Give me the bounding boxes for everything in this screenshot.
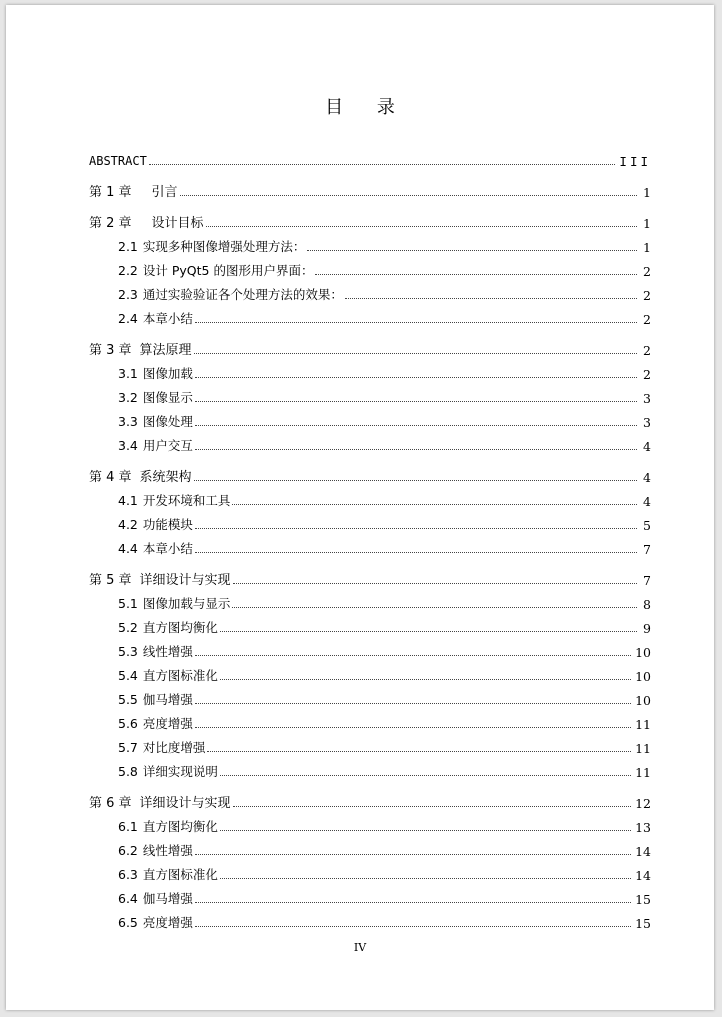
toc-section-entry[interactable] bbox=[89, 231, 651, 255]
dot-leader bbox=[232, 503, 637, 505]
chapter-number: 第 3 章 bbox=[89, 343, 132, 358]
dot-leader bbox=[233, 582, 637, 584]
section-number: 6.3 bbox=[118, 867, 138, 882]
toc-entry-label bbox=[118, 817, 218, 835]
toc-section-entry[interactable] bbox=[89, 684, 651, 708]
toc-section-entry[interactable] bbox=[89, 660, 651, 684]
toc-section-entry[interactable] bbox=[89, 732, 651, 756]
entry-page-number: 11 bbox=[635, 765, 651, 780]
entry-title: 直方图标准化 bbox=[142, 668, 218, 683]
dot-leader bbox=[195, 424, 637, 426]
dot-leader bbox=[220, 829, 631, 831]
toc-entry-label bbox=[118, 539, 193, 557]
dot-leader bbox=[220, 774, 631, 776]
toc-entry-label bbox=[118, 285, 343, 303]
entry-page-number: 10 bbox=[635, 645, 651, 660]
section-number: 2.1 bbox=[118, 239, 138, 254]
toc-section-entry[interactable] bbox=[89, 859, 651, 883]
entry-page-number: 7 bbox=[643, 573, 651, 588]
dot-leader bbox=[220, 877, 631, 879]
section-number: 6.5 bbox=[118, 915, 138, 930]
toc-entry-label bbox=[89, 792, 231, 811]
entry-page-number: 15 bbox=[635, 892, 651, 907]
toc-section-entry[interactable] bbox=[89, 612, 651, 636]
section-number: 2.2 bbox=[118, 263, 138, 278]
dot-leader bbox=[315, 273, 637, 275]
entry-page-number: 15 bbox=[635, 916, 651, 931]
toc-section-entry[interactable] bbox=[89, 708, 651, 732]
toc-section-entry[interactable] bbox=[89, 485, 651, 509]
entry-page-number: 2 bbox=[643, 367, 651, 382]
toc-section-entry[interactable] bbox=[89, 406, 651, 430]
entry-page-number: 1 bbox=[643, 240, 651, 255]
toc-entry-label bbox=[118, 738, 205, 756]
toc-section-entry[interactable] bbox=[89, 835, 651, 859]
entry-title: 线性增强 bbox=[142, 644, 193, 659]
dot-leader bbox=[307, 249, 637, 251]
section-number: 5.7 bbox=[118, 740, 138, 755]
toc-section-entry[interactable] bbox=[89, 636, 651, 660]
section-number: 5.1 bbox=[118, 596, 138, 611]
section-number: 4.4 bbox=[118, 541, 138, 556]
entry-title: 通过实验验证各个处理方法的效果： bbox=[142, 287, 343, 302]
entry-title: 引言 bbox=[151, 185, 178, 200]
toc-section-entry[interactable] bbox=[89, 756, 651, 780]
section-number: 5.2 bbox=[118, 620, 138, 635]
toc-entry-label bbox=[89, 181, 178, 200]
entry-title: 实现多种图像增强处理方法： bbox=[142, 239, 306, 254]
entry-title: 功能模块 bbox=[142, 517, 193, 532]
entry-title: 图像显示 bbox=[142, 390, 193, 405]
dot-leader bbox=[195, 853, 631, 855]
section-number: 5.6 bbox=[118, 716, 138, 731]
toc-entry-label bbox=[118, 913, 193, 931]
section-number: 5.3 bbox=[118, 644, 138, 659]
toc-entry-label bbox=[118, 618, 218, 636]
dot-leader bbox=[345, 297, 637, 299]
document-page bbox=[6, 5, 714, 1010]
dot-leader bbox=[220, 678, 631, 680]
toc-entry-label bbox=[118, 515, 193, 533]
dot-leader bbox=[195, 551, 637, 553]
toc-section-entry[interactable] bbox=[89, 883, 651, 907]
dot-leader bbox=[195, 448, 637, 450]
section-number: 5.8 bbox=[118, 764, 138, 779]
entry-title: 详细实现说明 bbox=[142, 764, 218, 779]
entry-page-number: 2 bbox=[643, 343, 651, 358]
entry-page-number: 14 bbox=[635, 844, 651, 859]
dot-leader bbox=[220, 630, 637, 632]
toc-entry-label bbox=[89, 154, 147, 169]
entry-page-number: III bbox=[619, 154, 651, 169]
toc-section-entry[interactable] bbox=[89, 358, 651, 382]
toc-section-entry[interactable] bbox=[89, 509, 651, 533]
toc-entry-label bbox=[89, 339, 192, 358]
entry-page-number: 4 bbox=[643, 494, 651, 509]
entry-title: 用户交互 bbox=[142, 438, 193, 453]
toc-chapter-entry[interactable] bbox=[89, 145, 651, 169]
dot-leader bbox=[206, 225, 637, 227]
entry-page-number: 10 bbox=[635, 669, 651, 684]
toc-entry-label bbox=[118, 889, 193, 907]
entry-title: 设计 PyQt5 的图形用户界面： bbox=[142, 263, 314, 278]
entry-title: 对比度增强 bbox=[142, 740, 206, 755]
toc-section-entry[interactable] bbox=[89, 255, 651, 279]
entry-page-number: 4 bbox=[643, 439, 651, 454]
section-number: 5.4 bbox=[118, 668, 138, 683]
toc-entry-label bbox=[118, 865, 218, 883]
entry-page-number: 3 bbox=[643, 391, 651, 406]
toc-title: 目 录 bbox=[325, 97, 409, 118]
entry-title: 系统架构 bbox=[139, 470, 192, 485]
entry-page-number: 12 bbox=[635, 796, 651, 811]
chapter-number: 第 5 章 bbox=[89, 573, 132, 588]
toc-entry-label bbox=[89, 466, 192, 485]
toc-chapter-entry[interactable] bbox=[89, 787, 651, 811]
toc-section-entry[interactable] bbox=[89, 303, 651, 327]
toc-chapter-entry[interactable] bbox=[89, 564, 651, 588]
toc-entry-label bbox=[118, 388, 193, 406]
entry-title: 本章小结 bbox=[142, 541, 193, 556]
section-number: 6.2 bbox=[118, 843, 138, 858]
toc-entry-label bbox=[118, 261, 313, 279]
entry-page-number: 1 bbox=[643, 185, 651, 200]
section-number: 3.1 bbox=[118, 366, 138, 381]
dot-leader bbox=[195, 702, 631, 704]
dot-leader bbox=[195, 527, 637, 529]
section-number: 4.2 bbox=[118, 517, 138, 532]
dot-leader bbox=[149, 163, 616, 165]
entry-page-number: 1 bbox=[643, 216, 651, 231]
chapter-number: 第 6 章 bbox=[89, 796, 132, 811]
entry-title: 图像加载 bbox=[142, 366, 193, 381]
dot-leader bbox=[207, 750, 631, 752]
toc-section-entry[interactable] bbox=[89, 811, 651, 835]
toc-entry-label bbox=[118, 237, 305, 255]
toc-entry-label bbox=[118, 491, 230, 509]
toc-section-entry[interactable] bbox=[89, 533, 651, 557]
toc-section-entry[interactable] bbox=[89, 430, 651, 454]
dot-leader bbox=[195, 654, 631, 656]
entry-page-number: 7 bbox=[643, 542, 651, 557]
toc-entry-label bbox=[118, 666, 218, 684]
section-number: 6.4 bbox=[118, 891, 138, 906]
dot-leader bbox=[195, 901, 631, 903]
entry-page-number: 2 bbox=[643, 264, 651, 279]
dot-leader bbox=[195, 376, 637, 378]
entry-page-number: 2 bbox=[643, 288, 651, 303]
toc-entry-label bbox=[118, 714, 193, 732]
toc-chapter-entry[interactable] bbox=[89, 334, 651, 358]
section-number: 3.3 bbox=[118, 414, 138, 429]
toc-entry-label bbox=[118, 412, 193, 430]
toc-entry-label bbox=[118, 841, 193, 859]
table-of-contents bbox=[89, 145, 651, 931]
entry-title: 详细设计与实现 bbox=[139, 573, 231, 588]
toc-section-entry[interactable] bbox=[89, 382, 651, 406]
entry-title: 直方图均衡化 bbox=[142, 819, 218, 834]
dot-leader bbox=[195, 726, 631, 728]
entry-title: 亮度增强 bbox=[142, 915, 193, 930]
entry-title: 图像处理 bbox=[142, 414, 193, 429]
toc-section-entry[interactable] bbox=[89, 279, 651, 303]
toc-entry-label bbox=[118, 762, 218, 780]
entry-title: 伽马增强 bbox=[142, 692, 193, 707]
toc-chapter-entry[interactable] bbox=[89, 176, 651, 200]
entry-title: 直方图标准化 bbox=[142, 867, 218, 882]
chapter-number: 第 2 章 bbox=[89, 216, 132, 231]
entry-page-number: 5 bbox=[643, 518, 651, 533]
entry-title: 算法原理 bbox=[139, 343, 192, 358]
toc-entry-label bbox=[118, 364, 193, 382]
dot-leader bbox=[233, 805, 632, 807]
toc-entry-label bbox=[118, 642, 193, 660]
section-number: 3.2 bbox=[118, 390, 138, 405]
entry-title: 直方图均衡化 bbox=[142, 620, 218, 635]
entry-page-number: 2 bbox=[643, 312, 651, 327]
chapter-number: 第 4 章 bbox=[89, 470, 132, 485]
entry-title: 本章小结 bbox=[142, 311, 193, 326]
toc-entry-label bbox=[89, 569, 231, 588]
dot-leader bbox=[195, 321, 637, 323]
toc-entry-label bbox=[118, 309, 193, 327]
toc-entry-label bbox=[118, 594, 230, 612]
dot-leader bbox=[194, 352, 637, 354]
toc-entry-label bbox=[118, 690, 193, 708]
entry-title: 图像加载与显示 bbox=[142, 596, 231, 611]
toc-entry-label bbox=[118, 436, 193, 454]
section-number: 3.4 bbox=[118, 438, 138, 453]
dot-leader bbox=[195, 925, 631, 927]
page-number: IV bbox=[353, 941, 367, 954]
dot-leader bbox=[180, 194, 637, 196]
entry-page-number: 10 bbox=[635, 693, 651, 708]
section-number: 4.1 bbox=[118, 493, 138, 508]
chapter-number: 第 1 章 bbox=[89, 185, 132, 200]
section-number: 2.3 bbox=[118, 287, 138, 302]
entry-page-number: 4 bbox=[643, 470, 651, 485]
entry-title: ABSTRACT bbox=[89, 154, 147, 168]
entry-title: 设计目标 bbox=[151, 216, 204, 231]
dot-leader bbox=[232, 606, 637, 608]
section-number: 5.5 bbox=[118, 692, 138, 707]
entry-title: 详细设计与实现 bbox=[139, 796, 231, 811]
entry-title: 伽马增强 bbox=[142, 891, 193, 906]
entry-page-number: 8 bbox=[643, 597, 651, 612]
entry-page-number: 11 bbox=[635, 717, 651, 732]
dot-leader bbox=[194, 479, 637, 481]
toc-section-entry[interactable] bbox=[89, 907, 651, 931]
entry-title: 开发环境和工具 bbox=[142, 493, 231, 508]
section-number: 2.4 bbox=[118, 311, 138, 326]
toc-chapter-entry[interactable] bbox=[89, 207, 651, 231]
entry-title: 线性增强 bbox=[142, 843, 193, 858]
entry-title: 亮度增强 bbox=[142, 716, 193, 731]
entry-page-number: 3 bbox=[643, 415, 651, 430]
section-number: 6.1 bbox=[118, 819, 138, 834]
entry-page-number: 13 bbox=[635, 820, 651, 835]
entry-page-number: 11 bbox=[635, 741, 651, 756]
entry-page-number: 14 bbox=[635, 868, 651, 883]
toc-chapter-entry[interactable] bbox=[89, 461, 651, 485]
dot-leader bbox=[195, 400, 637, 402]
toc-section-entry[interactable] bbox=[89, 588, 651, 612]
entry-page-number: 9 bbox=[643, 621, 651, 636]
toc-entry-label bbox=[89, 212, 204, 231]
